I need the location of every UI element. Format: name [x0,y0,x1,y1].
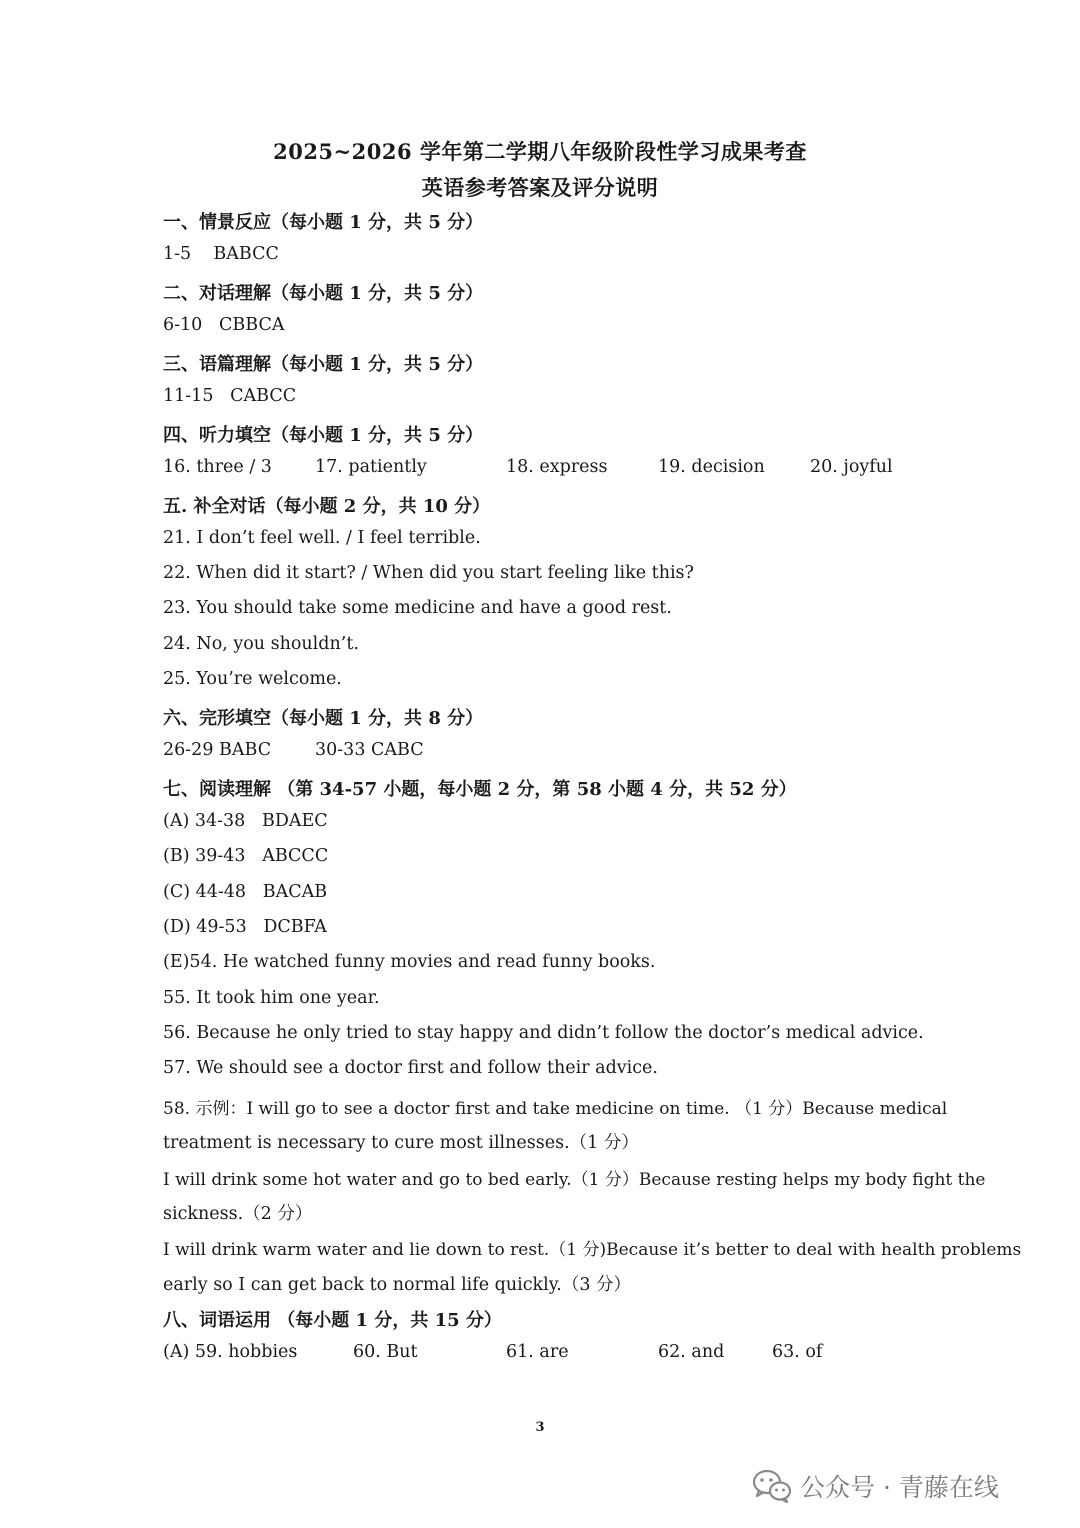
answer-line: (B) 39-43 ABCCC [163,846,329,866]
answer-line: 21. I don’t feel well. / I feel terrible. [163,528,481,548]
section-heading-8: 八、词语运用 （每小题 1 分，共 15 分） [163,1310,502,1331]
watermark-text: 公众号 · 青藤在线 [800,1473,999,1502]
answer-item: (A) 59. hobbies [163,1342,298,1362]
answer-item: 63. of [772,1342,823,1362]
answer-row-8 [0,1342,1080,1366]
document-title: 2025~2026 学年第二学期八年级阶段性学习成果考查 [273,139,807,164]
answer-line: (A) 34-38 BDAEC [163,811,328,831]
answer-item: 20. joyful [810,457,893,477]
answer-line: I will drink some hot water and go to bed early.（1 分）Because resting helps my body fight the [163,1170,986,1190]
answer-line: I will drink warm water and lie down to rest.（1 分)Because it’s better to deal with health problems [163,1240,1022,1260]
section-heading-1: 一、情景反应（每小题 1 分，共 5 分） [163,212,484,233]
answer-line: early so I can get back to normal life quickly.（3 分） [163,1275,632,1295]
answer-line: (D) 49-53 DCBFA [163,917,327,937]
section-heading-3: 三、语篇理解（每小题 1 分，共 5 分） [163,354,484,375]
answer-item: 18. express [506,457,608,477]
section-heading-4: 四、听力填空（每小题 1 分，共 5 分） [163,425,484,446]
answer-item: 19. decision [658,457,765,477]
answer-item: 62. and [658,1342,725,1362]
answer-line: 58. 示例：I will go to see a doctor first and take medicine on time. （1 分）Because medical [163,1099,948,1119]
answer-item: 30-33 CABC [315,740,424,760]
document-subtitle: 英语参考答案及评分说明 [421,175,659,200]
page-number: 3 [535,1420,545,1435]
answer-item: 61. are [506,1342,569,1362]
answer-item: 17. patiently [315,457,427,477]
wechat-icon [752,1469,792,1503]
answer-line: sickness.（2 分） [163,1204,313,1224]
answer-line: 56. Because he only tried to stay happy and didn’t follow the doctor’s medical advice. [163,1023,924,1043]
answer-line: 55. It took him one year. [163,988,380,1008]
answer-line: 22. When did it start? / When did you start feeling like this? [163,563,694,583]
answer-item: 26-29 BABC [163,740,272,760]
answer-row-4 [0,457,1080,481]
answer-line: 57. We should see a doctor first and follow their advice. [163,1058,658,1078]
answer-row-6 [0,740,1080,764]
answer-line: 6-10 CBBCA [163,315,285,335]
answer-line: 1-5 BABCC [163,244,279,264]
answer-line: (E)54. He watched funny movies and read funny books. [163,952,656,972]
answer-item: 60. But [353,1342,418,1362]
answer-item: 16. three / 3 [163,457,272,477]
answer-line: treatment is necessary to cure most illnesses.（1 分） [163,1133,639,1153]
answer-line: (C) 44-48 BACAB [163,882,328,902]
watermark [752,1466,999,1506]
section-heading-5: 五. 补全对话（每小题 2 分，共 10 分） [163,496,491,517]
section-heading-7: 七、阅读理解 （第 34-57 小题，每小题 2 分，第 58 小题 4 分，共 52 分） [163,779,797,800]
section-heading-6: 六、完形填空（每小题 1 分，共 8 分） [163,708,484,729]
answer-line: 11-15 CABCC [163,386,297,406]
answer-line: 25. You’re welcome. [163,669,342,689]
answer-line: 24. No, you shouldn’t. [163,634,359,654]
answer-line: 23. You should take some medicine and have a good rest. [163,598,672,618]
section-heading-2: 二、对话理解（每小题 1 分，共 5 分） [163,283,484,304]
